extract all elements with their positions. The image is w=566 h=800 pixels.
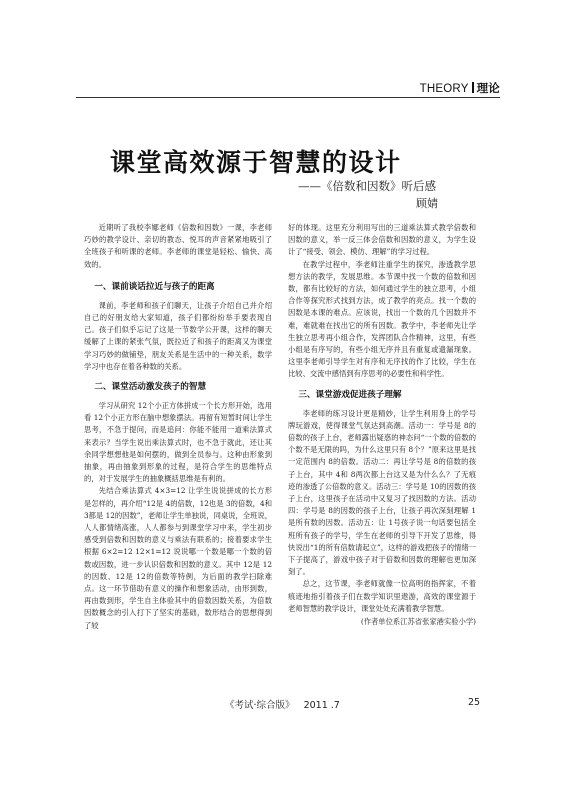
paragraph: 李老师的练习设计更是精妙，让学生利用身上的学号牌玩游戏，使得课堂气氛达到高潮。活动一：学号是 8的倍数的孩子上台，老师露出疑惑的神态问“一个数的倍数的个数不是无限的吗，为什么这里只有 8个？”原来这里是找一定范围内 8的倍数。活动二：再让学号是 8的倍数的孩子上台，其中 4和 8两次都上台这又是为什么么？了无痕迹的渗透了公倍数的意义。活动三：学号是 10的因数的孩子上台，这里孩子在活动中又复习了找因数的方法。活动四：学号是 8的因数的孩子上台，让孩子再次深刻理解 1是所有数的因数。活动五：让 1号孩子说一句话要包括全班所有孩子的学号，学生在老师的引导下开发了思维，得快说出“1的所有倍数请起立”，这样的游戏把孩子的情绪一下子提高了，游戏中孩子对于倍数和因数的理解也更加深刻了。 <box>288 408 476 577</box>
right-column <box>288 222 476 628</box>
paragraph: 总之，这节课，李老师就像一位高明的指挥家，不着痕迹地指引着孩子们在数学知识里遨游，高效的课堂源于老师智慧的教学设计，课堂处处充满着教学智慧。 <box>288 579 476 613</box>
paragraph: 学习从研究 12个小正方体拼成一个长方形开始，选用看 12个小正方形在脑中想象摆法。再留有短暂时间让学生思考，不急于提问，而是追问：你能不能用一道乘法算式来表示？当学生说出乘法算式时，也不急于就此，还让其余同学想想他是如何摆的，做到全员参与。这种由形象到抽象，再由抽象到形象的过程，是符合学生的思维特点的，对于发展学生的抽象概括思维是有利的。 <box>84 401 272 484</box>
footer-date: 2011 .7 <box>303 700 340 711</box>
section-label-en: THEORY <box>419 83 469 95</box>
paragraph: 在教学过程中，李老师注重学生的探究，渗透教学思想方法的教学，发展思维。本节课中找一个数的倍数和因数，都有比较好的方法，如何通过学生的独立思考，小组合作等探究形式找到方法，成了教学的亮点。找一个数的因数是本课的难点。应该说，找出一个数的几个因数并不难，难就难在找出它的所有因数。教学中，李老师先让学生独立思考再小组合作，发挥团队合作精神，这里，有些小组是有序写的，有些小组无序并且有重复或遗漏现象。这里李老师引导学生对有序和无序找的作了比较，学生在比较、交流中感悟到有序思考的必要性和科学性。 <box>288 259 476 379</box>
header-rule <box>76 97 500 98</box>
section-divider <box>472 82 474 93</box>
footer-journal <box>225 697 340 711</box>
section-heading-2: 二、课堂活动激发孩子的智慧 <box>94 382 207 393</box>
paragraph: 课前，李老师和孩子们聊天，让孩子介绍自己并介绍自己的好朋友给大家知道，孩子们都纷纷举手要表现自己。孩子们似乎忘记了这是一节数学公开课，这样的聊天缓解了上课的紧张气氛，既拉近了和孩子的距离又为课堂学习巧妙的做铺垫，朋友关系是生活中的一种关系，数学学习中也存在着各种数的关系。 <box>84 300 272 371</box>
paragraph: 好的体现。这里充分利用写出的三道乘法算式教学倍数和因数的意义，举一反三体会倍数和因数的意义，为学生设计了“接受、领会、模仿、理解”的学习过程。 <box>288 223 476 257</box>
page-number: 25 <box>468 697 481 708</box>
paragraph: 先结合乘法算式 4×3=12 让学生说说拼成的长方形是怎样的，再介绍“12是 4的倍数，12也是 3的倍数，4和 3都是 12的因数”，老师让学生单独说，同桌说，全班说，人人都情绪高涨，人人都参与到课堂学习中来，学生初步感受到倍数和因数的意义与乘法有联系的；接着要求学生根据 6×2=12 12×1=12 说说哪一个数是哪一个数的倍数或因数，进一步认识倍数和因数的意义。其中 12是 12的因数、12是 12的倍数等特例，为后面的教学扫除难点。这一环节借助有意义的操作和想象活动，由形到数，再由数到形，学生自主体验其中的倍数因数关系，为倍数因数概念的引入打下了坚实的基础，数形结合的思想得到了较 <box>84 486 272 630</box>
page-footer <box>0 697 566 711</box>
section-heading-3: 三、课堂游戏促进孩子理解 <box>298 389 402 400</box>
article-author: 顾婧 <box>416 197 438 210</box>
section-header <box>420 80 500 96</box>
author-affiliation: (作者单位系江苏省张家港实验小学) <box>360 617 476 627</box>
intro-paragraph: 近期听了我校李娜老师《倍数和因数》一课，李老师巧妙的教学设计、亲切的教态、悦耳的声音紧紧地吸引了全班孩子和听课的老师。李老师的课堂是轻松、愉快、高效的。 <box>84 223 272 269</box>
article-subtitle: ——《倍数和因数》听后感 <box>298 179 436 193</box>
section-heading-1: 一、课前谈话拉近与孩子的距离 <box>94 281 215 292</box>
left-column <box>84 222 272 632</box>
footer-journal-name: 《考试·综合版》 <box>225 700 295 711</box>
section-label-zh: 理论 <box>476 83 500 95</box>
article-title: 课堂高效源于智慧的设计 <box>110 148 402 177</box>
